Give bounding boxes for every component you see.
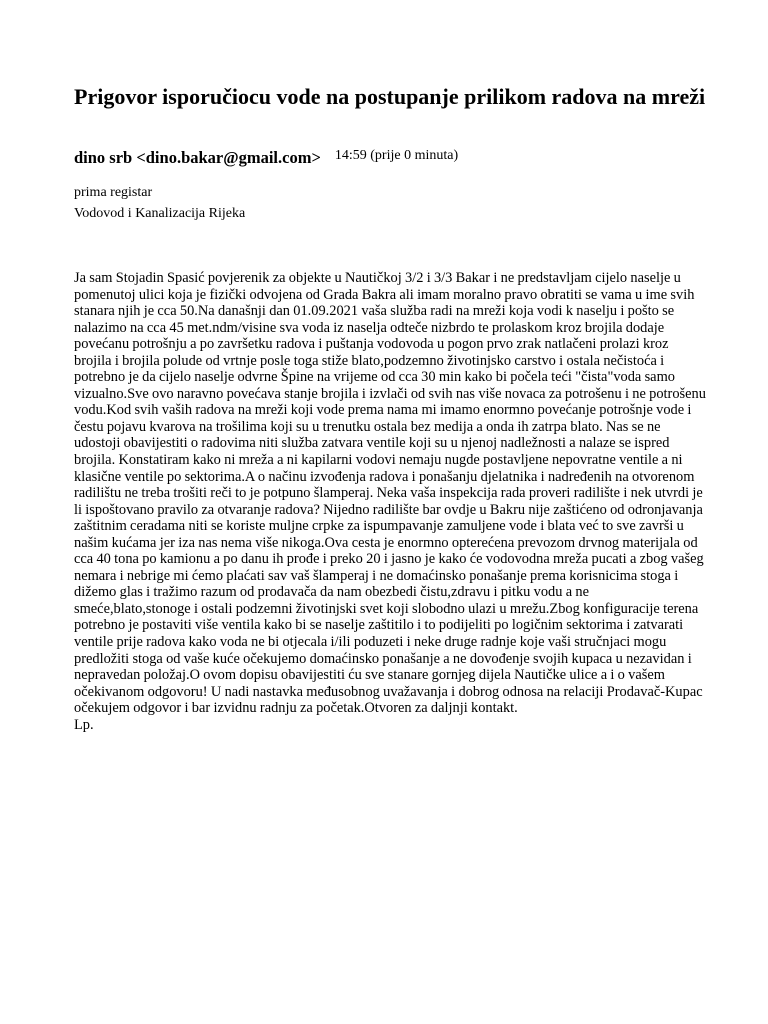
- email-signoff: Lp.: [74, 716, 94, 733]
- recipient-item: prima registar: [74, 185, 153, 200]
- sender-name[interactable]: dino srb <dino.bakar@gmail.com>: [74, 148, 321, 167]
- email-timestamp: 14:59 (prije 0 minuta): [334, 148, 459, 163]
- recipient-list: [74, 182, 706, 224]
- email-body: Ja sam Stojadin Spasić povjerenik za objekte u Nautičkoj 3/2 i 3/3 Bakar i ne predstavljam cijelo naselje u pomenutoj ulici koja je fizički odvojena od Grada Bakra ali imam moralno pravo obratiti se vama u ime svih stanara njih je cca 50.Na današnji dan 01.09.2021 vaša služba radi na mreži koja vodi k naselju i pošto se nalazimo na cca 45 met.ndm/visine sva voda iz naselja odteče nizbrdo te prolaskom kroz brojila dodaje povećanu potrošnju a po završetku radova i puštanja vodovoda u pogon prvo zrak natlačeni prolazi kroz brojila i brojila polude od vrtnje posle toga stiže blato,podzemno životinjsko carstvo i ostala nečistoća i potrebno je da cijelo naselje odvrne Špine na vrijeme od cca 30 min kako bi počela teći "čista"voda samo vizualno.Sve ovo naravno povećava stanje brojila i izvlači od svih nas više novaca za potrošenu i ne potrošenu vodu.Kod svih vaših radova na mreži koji vode prema nama mi imamo enormno povećanje potrošnje vode i čestu pojavu kvarova na trošilima koji su u trenutku ostala bez medija a onda ih zatrpa blato. Nas se ne udostoji obavijestiti o radovima niti služba zatvara ventile koji su u njenoj nadležnosti a nalaze se ispred brojila. Konstatiram kako ni mreža a ni kapilarni vodovi nemaju nugde postavljene nepovratne ventile a ni klasične ventile po sektorima.A o načinu izvođenja radova i ponašanju djelatnika i nadređenih na otvorenom radilištu ne treba trošiti reči to je potpuno šlamperaj. Neka vaša inspekcija rada proveri radilište i nek utvrdi je li ispoštovano pravilo za otvaranje radova? Nijedno radilište bar ovdje u Bakru nije zaštićeno od odronjavanja zaštitnim ceradama niti se koriste muljne crpke za ispumpavanje zamuljene vode i blata već to sve završi u našim kućama jer iza nas nema više nikoga.Ova cesta je enormno opterećena prevozom drvnog materijala od cca 40 tona po kamionu a po danu ih prođe i preko 20 i jasno je kako će vodovodna mreža pucati a zbog vašeg nemara i nebrige mi ćemo plaćati sav vaš šlamperaj i ne domaćinsko ponašanje prema korisnicima stoga i dižemo glas i tražimo razum od prodavača da nam obezbedi čistu,zdravu i pitku vodu a ne smeće,blato,stonoge i ostali podzemni životinjski svet koji slobodno ulazi u mrežu.Zbog konfiguracije terena potrebno je postaviti više ventila kako bi se naselje zaštitilo i to podijeliti po logičnim sektorima i zatvarati ventile prije radova kako voda ne bi otjecala i/ili poduzeti i neke druge radnje koje vaši stručnjaci mogu predložiti stoga od vaše kuće očekujemo domaćinsko ponašanje a ne dovođenje svojih kupaca u nezavidan i nepravedan položaj.O ovom dopisu obavijestiti ću sve stanare gornjeg dijela Nautičke ulice a i o vašem očekivanom odgovoru! U nadi nastavka međusobnog uvažavanja i dobrog odnosa na relaciji Prodavač-Kupac očekujem odgovor i bar izvidnu radnju za početak.Otvoren za daljnji kontakt.: [74, 270, 706, 717]
- recipient-item: Vodovod i Kanalizacija Rijeka: [74, 206, 246, 221]
- sender-line: [74, 148, 706, 168]
- email-view: [74, 84, 706, 733]
- email-subject: Prigovor isporučiocu vode na postupanje prilikom radova na mreži: [74, 84, 706, 109]
